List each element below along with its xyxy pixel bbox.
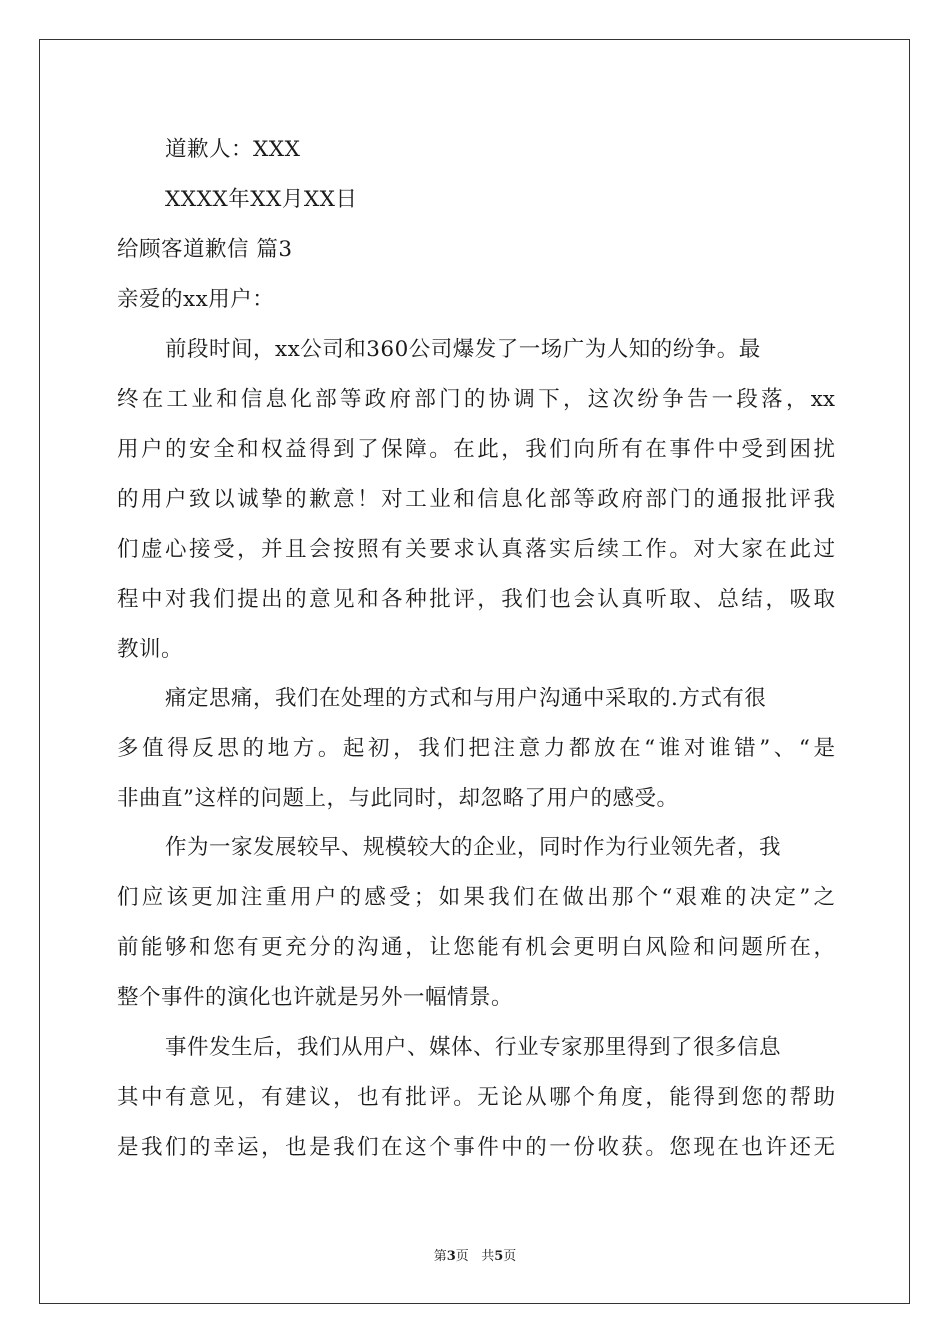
date-line: XXXX年XX月XX日 (165, 187, 358, 212)
body-line: 多值得反思的地方。起初，我们把注意力都放在“谁对谁错”、“是 (117, 736, 835, 761)
page-mid: 页 共 (455, 1249, 495, 1264)
page-suffix: 页 (503, 1249, 517, 1264)
body-line: 作为一家发展较早、规模较大的企业，同时作为行业领先者，我 (165, 835, 782, 860)
body-line: 是我们的幸运，也是我们在这个事件中的一份收获。您现在也许还无 (117, 1135, 835, 1160)
body-line: 们应该更加注重用户的感受；如果我们在做出那个“艰难的决定”之 (117, 885, 835, 910)
body-line: 们虚心接受，并且会按照有关要求认真落实后续工作。对大家在此过 (117, 537, 835, 562)
page-current: 3 (446, 1249, 456, 1264)
body-line: 前能够和您有更充分的沟通，让您能有机会更明白风险和问题所在， (117, 935, 835, 960)
body-line: 终在工业和信息化部等政府部门的协调下，这次纷争告一段落，xx (117, 387, 835, 412)
greeting: 亲爱的xx用户： (117, 287, 275, 312)
section-title: 给顾客道歉信 篇3 (117, 237, 293, 262)
body-line: 痛定思痛，我们在处理的方式和与用户沟通中采取的.方式有很 (165, 686, 767, 711)
body-line: 的用户致以诚挚的歉意！对工业和信息化部等政府部门的通报批评我 (117, 487, 835, 512)
page-number-footer (0, 1249, 950, 1265)
body-line: 非曲直”这样的问题上，与此同时，却忽略了用户的感受。 (117, 786, 679, 811)
body-line: 前段时间，xx公司和360公司爆发了一场广为人知的纷争。最 (165, 337, 761, 362)
body-line: 事件发生后，我们从用户、媒体、行业专家那里得到了很多信息 (165, 1035, 782, 1060)
apologizer-line: 道歉人：XXX (165, 137, 301, 162)
page-total: 5 (494, 1249, 504, 1264)
page-border (39, 39, 910, 1304)
page-prefix: 第 (433, 1249, 447, 1264)
body-line: 教训。 (117, 637, 184, 662)
body-line: 用户的安全和权益得到了保障。在此，我们向所有在事件中受到困扰 (117, 437, 835, 462)
body-line: 程中对我们提出的意见和各种批评，我们也会认真听取、总结，吸取 (117, 587, 835, 612)
body-line: 整个事件的演化也许就是另外一幅情景。 (117, 985, 514, 1010)
body-line: 其中有意见，有建议，也有批评。无论从哪个角度，能得到您的帮助 (117, 1085, 835, 1110)
